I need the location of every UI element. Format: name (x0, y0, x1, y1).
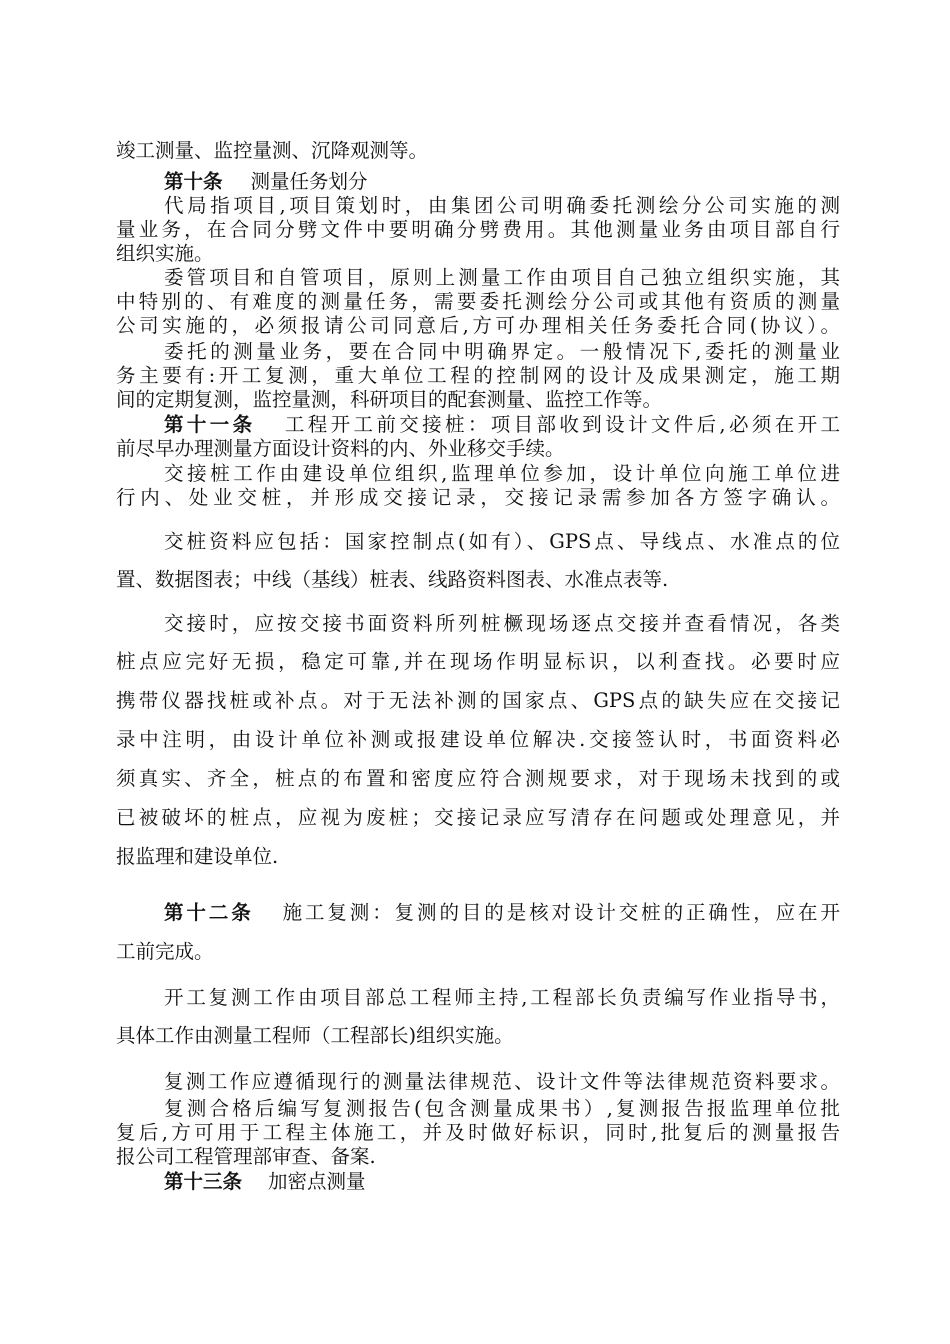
text-line: 量业务，在合同分劈文件中要明确分劈费用。其他测量业务由项目部自行 (116, 218, 840, 241)
text-line: 委管项目和自管项目，原则上测量工作由项目自己独立组织实施，其 (164, 266, 840, 289)
text-line: 交接桩工作由建设单位组织,监理单位参加，设计单位向施工单位进 (164, 462, 840, 485)
article-heading (164, 901, 840, 925)
text-line: 竣工测量、监控量测、沉降观测等。 (116, 139, 429, 162)
article-heading (164, 170, 368, 194)
text-line: 桩点应完好无损，稳定可靠,并在现场作明显标识，以利查找。必要时应 (116, 650, 840, 673)
text-line: 复测合格后编写复测报告(包含测量成果书）,复测报告报监理单位批 (164, 1097, 840, 1120)
text-line: 复测工作应遵循现行的测量法律规范、设计文件等法律规范资料要求。 (164, 1070, 840, 1093)
article-number: 第十一条 (164, 413, 256, 436)
text-line: 间的定期复测，监控量测，科研项目的配套测量、监控工作等。 (116, 388, 663, 411)
text-line: 携带仪器找桩或补点。对于无法补测的国家点、GPS点的缺失应在交接记 (116, 689, 840, 712)
text-line: 务主要有:开工复测，重大单位工程的控制网的设计及成果测定，施工期 (116, 364, 840, 387)
text-line: 复后,方可用于工程主体施工，并及时做好标识，同时,批复后的测量报告 (116, 1121, 840, 1144)
article-heading (164, 413, 840, 437)
text-line: 开工复测工作由项目部总工程师主持,工程部长负责编写作业指导书， (164, 986, 840, 1009)
text-line: 具体工作由测量工程师（工程部长)组织实施。 (116, 1024, 514, 1047)
text-line: 前尽早办理测量方面设计资料的内、外业移交手续。 (116, 437, 565, 460)
article-heading (164, 1170, 366, 1194)
text-line: 已被破坏的桩点，应视为废桩；交接记录应写清存在问题或处理意见，并 (116, 806, 840, 829)
text-line: 报监理和建设单位. (116, 845, 279, 868)
article-title: 测量任务划分 (250, 170, 368, 193)
text-line: 组织实施。 (116, 242, 214, 265)
text-line: 工前完成。 (116, 940, 214, 963)
text-line: 交接时，应按交接书面资料所列桩橛现场逐点交接并查看情况，各类 (164, 612, 840, 635)
text-line: 交桩资料应包括：国家控制点(如有）、GPS点、导线点、水准点的位 (164, 530, 840, 553)
article-title: 工程开工前交接桩：项目部收到设计文件后,必须在开工 (281, 413, 840, 436)
text-line: 代局指项目,项目策划时，由集团公司明确委托测绘分公司实施的测 (164, 194, 840, 217)
text-line: 行内、处业交桩，并形成交接记录，交接记录需参加各方签字确认。 (116, 486, 840, 509)
article-title: 加密点测量 (268, 1170, 366, 1193)
text-line: 中特别的、有难度的测量任务，需要委托测绘分公司或其他有资质的测量 (116, 290, 840, 313)
text-line: 置、数据图表；中线（基线）桩表、线路资料图表、水准点表等. (116, 568, 669, 591)
text-line: 报公司工程管理部审查、备案. (116, 1145, 376, 1168)
article-number: 第十条 (164, 170, 223, 193)
text-line: 公司实施的，必须报请公司同意后,方可办理相关任务委托合同(协议）。 (116, 314, 840, 337)
article-number: 第十三条 (164, 1170, 243, 1193)
text-line: 须真实、齐全，桩点的布置和密度应符合测规要求，对于现场未找到的或 (116, 767, 840, 790)
text-line: 录中注明，由设计单位补测或报建设单位解决.交接签认时，书面资料必 (116, 728, 840, 751)
article-number: 第十二条 (164, 901, 254, 924)
article-title: 施工复测：复测的目的是核对设计交桩的正确性，应在开 (279, 901, 840, 924)
text-line: 委托的测量业务，要在合同中明确界定。一般情况下,委托的测量业 (164, 340, 840, 363)
